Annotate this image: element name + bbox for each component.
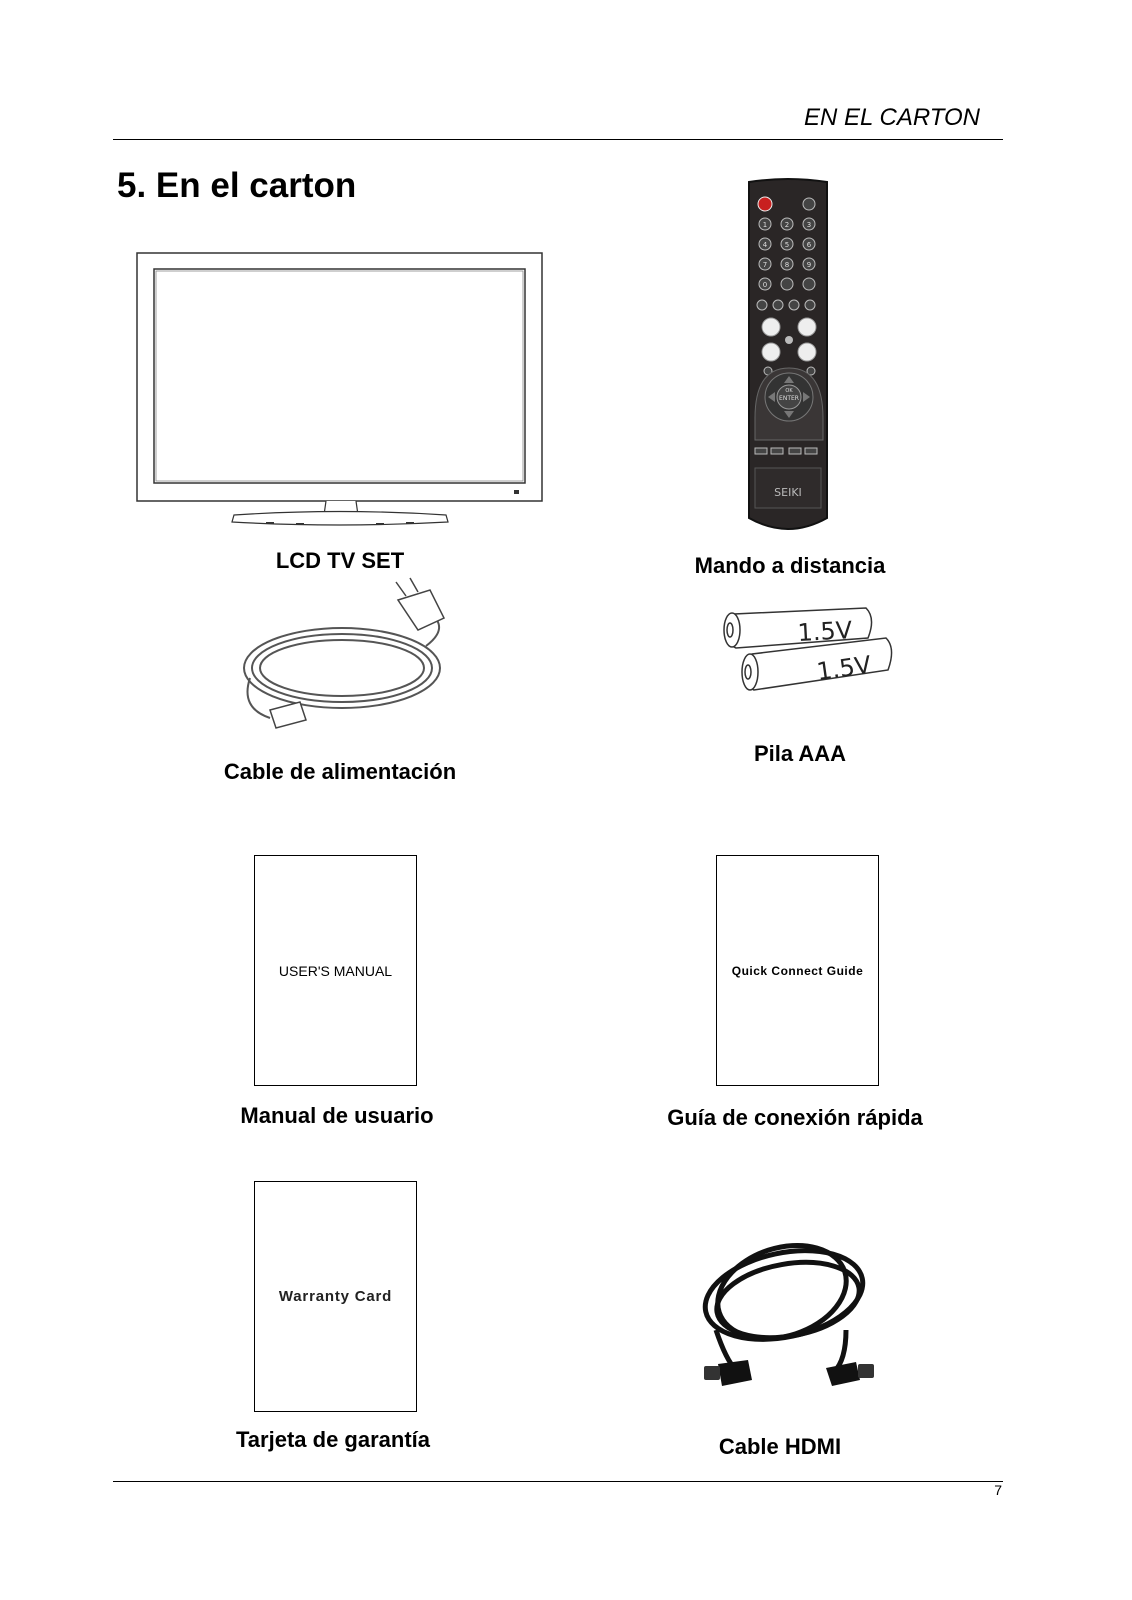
svg-text:9: 9: [806, 261, 812, 269]
svg-text:4: 4: [762, 241, 768, 249]
manual-caption: Manual de usuario: [240, 1103, 434, 1128]
page-title: 5. En el carton: [117, 166, 357, 205]
batteries-caption: Pila AAA: [753, 741, 847, 766]
hdmi-caption: Cable HDMI: [718, 1434, 842, 1459]
battery-label-1: 1.5V: [796, 616, 853, 647]
power-cable-caption: Cable de alimentación: [223, 759, 457, 784]
remote-caption: Mando a distancia: [694, 553, 886, 578]
svg-text:2: 2: [784, 221, 790, 229]
quick-guide-cover-text: Quick Connect Guide: [731, 963, 864, 978]
svg-text:1: 1: [762, 221, 768, 229]
aaa-batteries-illustration: [718, 608, 898, 708]
warranty-card-cover-text: Warranty Card: [278, 1288, 393, 1305]
warranty-caption: Tarjeta de garantía: [236, 1427, 430, 1452]
svg-text:5: 5: [784, 241, 790, 249]
users-manual-cover-text: USER'S MANUAL: [278, 962, 393, 979]
remote-control-illustration: [745, 178, 831, 538]
svg-text:7: 7: [762, 261, 768, 269]
hdmi-cable-illustration: [696, 1240, 892, 1410]
warranty-card-booklet: [254, 1181, 417, 1412]
running-header: EN EL CARTON: [803, 104, 980, 131]
svg-text:8: 8: [784, 261, 790, 269]
svg-text:3: 3: [806, 221, 812, 229]
quick-guide-booklet: [716, 855, 879, 1086]
header-rule: [113, 139, 1003, 140]
battery-label-2: 1.5V: [814, 650, 873, 686]
remote-ok-label: OK: [785, 388, 793, 394]
users-manual-booklet: [254, 855, 417, 1086]
tv-caption: LCD TV SET: [275, 548, 405, 573]
footer-rule: [113, 1481, 1003, 1482]
quick-guide-caption: Guía de conexión rápida: [667, 1105, 923, 1130]
page-number: 7: [994, 1482, 1002, 1498]
remote-brand: SEIKI: [774, 486, 802, 499]
lcd-tv-illustration: [136, 252, 546, 532]
power-cable-illustration: [230, 588, 462, 738]
svg-text:6: 6: [806, 241, 812, 249]
svg-text:0: 0: [762, 281, 768, 289]
remote-enter-label: ENTER: [779, 395, 799, 402]
